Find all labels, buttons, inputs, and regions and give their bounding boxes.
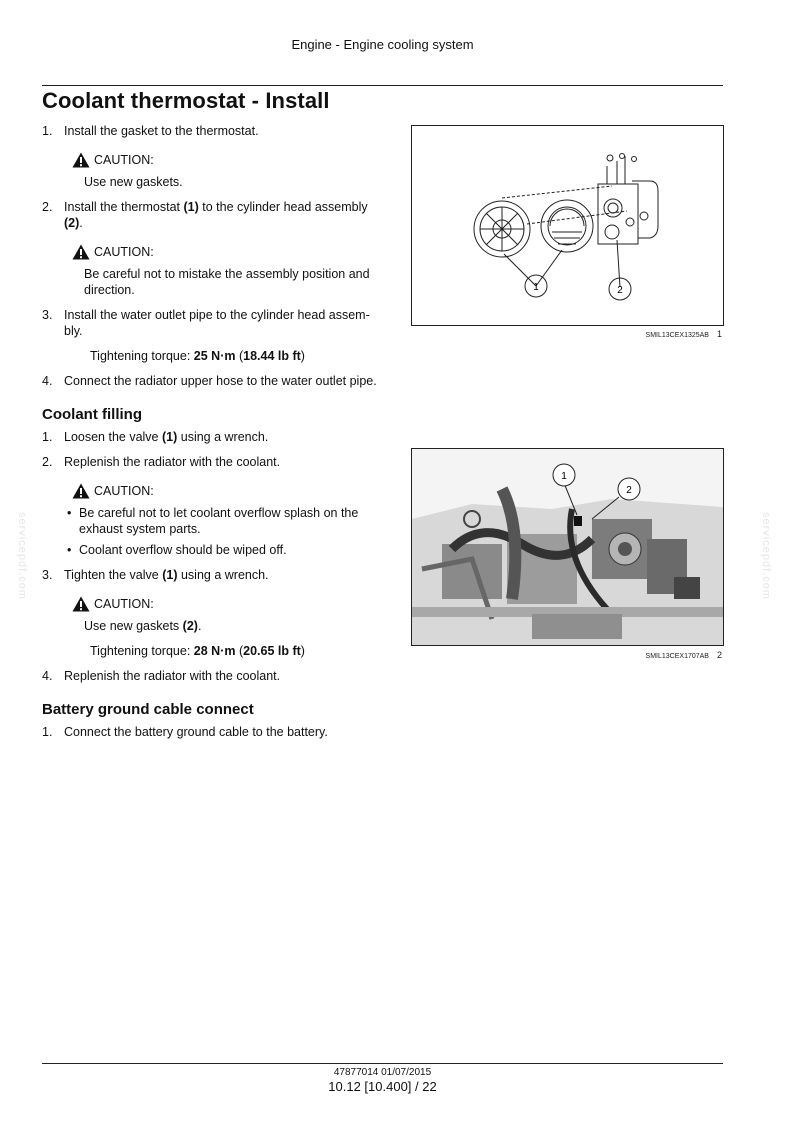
step-number: 1.	[42, 430, 53, 444]
thermostat-illustration	[412, 126, 723, 325]
install-step-1	[42, 123, 384, 139]
caution-text	[42, 618, 384, 634]
warning-triangle-icon	[72, 483, 90, 499]
step-text: Loosen the valve	[64, 430, 162, 444]
step-number: 2.	[42, 200, 53, 214]
filling-step-3	[42, 567, 384, 583]
caution-text-part: .	[197, 619, 202, 633]
figure-1-callout-1: 1	[533, 282, 539, 293]
step-text: Connect the battery ground cable to the battery.	[64, 725, 328, 739]
caution-text: Use new gaskets.	[84, 175, 183, 189]
step-number: 4.	[42, 374, 53, 388]
torque-label: Tightening torque:	[90, 644, 191, 658]
step-text: Replenish the radiator with the coolant.	[64, 669, 281, 683]
caution-bullet: • Coolant overflow should be wiped off.	[79, 542, 384, 558]
step-number: 2.	[42, 455, 53, 469]
figure-2-callout-2: 2	[626, 485, 632, 496]
step-number: 3.	[42, 308, 53, 322]
install-step-2	[42, 199, 384, 231]
step-text: Install the gasket to the thermostat.	[64, 124, 259, 138]
caution-heading	[42, 483, 384, 499]
caution-text: Be careful not to mistake the assembly position and direction.	[84, 267, 370, 297]
ref-gasket: (2)	[182, 619, 198, 633]
step-text: Install the water outlet pipe to the cylinder head assem-bly.	[64, 308, 370, 338]
step-number: 4.	[42, 669, 53, 683]
caution-bullet-list	[42, 505, 384, 558]
section-heading-battery: Battery ground cable connect	[42, 701, 254, 718]
step-text: Install the thermostat	[64, 200, 184, 214]
step-text: to the cylinder head assembly	[198, 200, 368, 214]
step-text: .	[79, 216, 83, 230]
caution-text-part: Use new gaskets	[84, 619, 183, 633]
figure-1-caption	[411, 329, 722, 339]
figure-2-callout-1: 1	[561, 471, 567, 482]
tightening-torque: Tightening torque: 28 N·m (20.65 lb ft)	[90, 644, 305, 658]
warning-triangle-icon	[72, 152, 90, 168]
caution-heading	[42, 596, 384, 612]
footer-doc-reference: 47877014 01/07/2015	[333, 1067, 432, 1078]
figure-1-callout-2: 2	[617, 285, 623, 296]
torque-label: Tightening torque:	[90, 349, 191, 363]
warning-triangle-icon	[72, 244, 90, 260]
ref-thermostat: (1)	[183, 200, 199, 214]
filling-step-4	[42, 668, 384, 684]
step-number: 1.	[42, 124, 53, 138]
figure-2-code: SMIL13CEX1707AB	[645, 653, 709, 660]
torque-metric: 25 N·m	[193, 349, 236, 363]
caution-label: CAUTION:	[94, 153, 154, 167]
caution-label: CAUTION:	[94, 484, 154, 498]
header-rule	[42, 85, 723, 86]
section-heading-coolant-filling: Coolant filling	[42, 406, 142, 423]
caution-heading	[42, 152, 384, 168]
step-text: using a wrench.	[177, 568, 269, 582]
tightening-torque: Tightening torque: 25 N·m (18.44 lb ft)	[90, 349, 305, 363]
caution-heading	[42, 244, 384, 260]
watermark-right: servicepdf.com	[760, 512, 772, 600]
install-step-4	[42, 373, 384, 389]
figure-2-engine-photo	[411, 448, 724, 646]
footer-page-reference: 10.12 [10.400] / 22	[328, 1079, 437, 1094]
torque-imperial: 20.65 lb ft	[243, 644, 301, 658]
torque-metric: 28 N·m	[193, 644, 236, 658]
caution-label: CAUTION:	[94, 245, 154, 259]
step-text: using a wrench.	[177, 430, 269, 444]
install-step-3	[42, 307, 384, 339]
running-header: Engine - Engine cooling system	[291, 37, 474, 52]
caution-bullet: • Be careful not to let coolant overflow splash on the exhaust system parts.	[79, 505, 384, 537]
step-text: Replenish the radiator with the coolant.	[64, 455, 281, 469]
torque-imperial: 18.44 lb ft	[243, 349, 301, 363]
caution-label: CAUTION:	[94, 597, 154, 611]
ref-valve: (1)	[162, 568, 178, 582]
engine-photo-illustration	[412, 449, 723, 645]
step-text: Connect the radiator upper hose to the water outlet pipe.	[64, 374, 377, 388]
watermark-left: servicepdf.com	[16, 512, 28, 600]
ref-cylinder-head: (2)	[64, 216, 80, 230]
figure-2-caption	[411, 650, 722, 660]
step-number: 1.	[42, 725, 53, 739]
ref-valve: (1)	[162, 430, 178, 444]
content-column	[42, 123, 384, 749]
figure-1-number: 1	[716, 329, 722, 339]
step-text: Tighten the valve	[64, 568, 163, 582]
warning-triangle-icon	[72, 596, 90, 612]
footer-rule	[42, 1063, 723, 1064]
figure-2-number: 2	[716, 650, 722, 660]
filling-step-2	[42, 454, 384, 470]
step-number: 3.	[42, 568, 53, 582]
battery-step-1	[42, 724, 384, 740]
page-title: Coolant thermostat - Install	[42, 88, 330, 113]
filling-step-1	[42, 429, 384, 445]
figure-1-thermostat-diagram	[411, 125, 724, 326]
figure-1-code: SMIL13CEX1325AB	[645, 332, 709, 339]
